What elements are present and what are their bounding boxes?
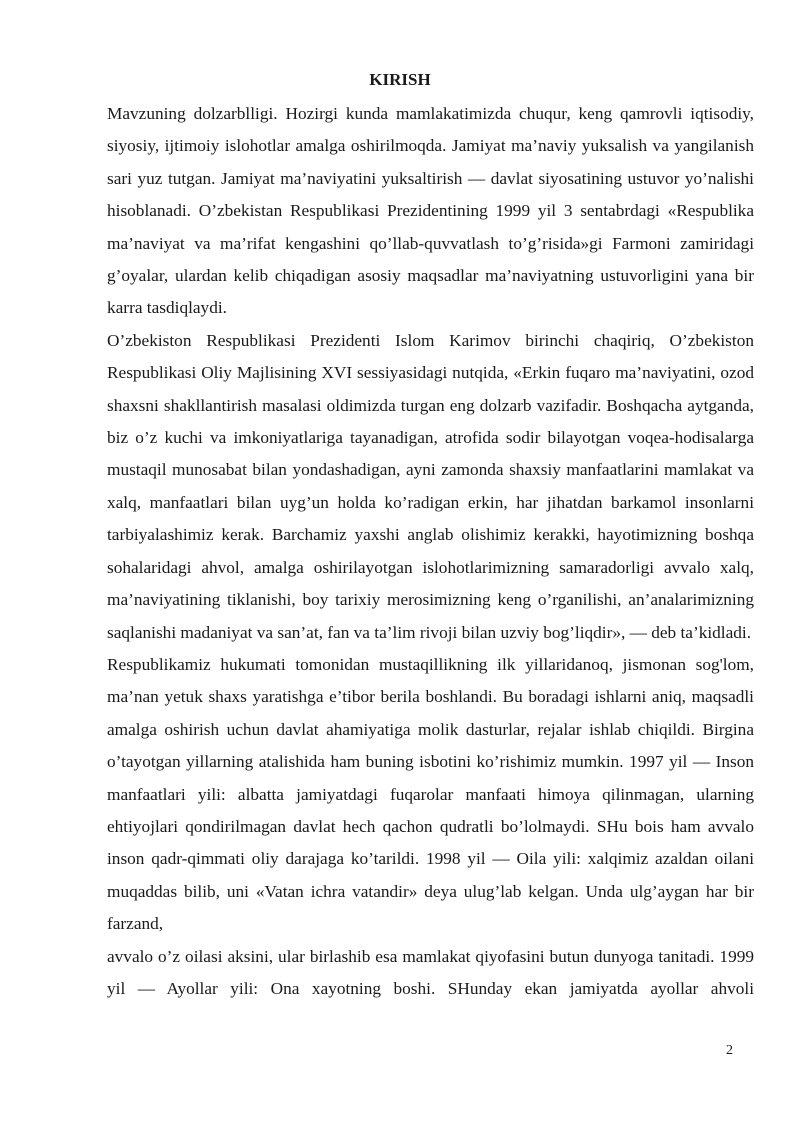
page-number: 2	[726, 1043, 733, 1058]
paragraph-president-speech: O’zbekiston Respublikasi Prezidenti Islom Karimov birinchi chaqiriq, O’zbekiston Respublikasi Oliy Majlisining XVI sessiyasidagi nutqida, «Erkin fuqaro ma’naviyatini, ozod shaxsni shakllantirish masalasi oldimizda turgan eng dolzarb vazifadir. Boshqacha aytganda, biz o’z kuchi va imkoniyatlariga tayanadigan, atrofida sodir bilayotgan voqea-hodisalarga mustaqil munosabat bilan yondashadigan, ayni zamonda shaxsiy manfaatlarini mamlakat va xalq, manfaatlari bilan uyg’un holda ko’radigan erkin, har jihatdan barkamol insonlarni tarbiyalashimiz kerak. Barchamiz yaxshi anglab olishimiz kerakki, hayotimizning boshqa sohalaridagi ahvol, amalga oshirilayotgan islohotlarimizning samaradorligi avvalo xalq, ma’naviyatining tiklanishi, boy tarixiy merosimizning keng o’rganilishi, an’analarimizning saqlanishi madaniyat va san’at, fan va ta’lim rivoji bilan uzviy bog’liqdir», — deb ta’kidladi.	[107, 330, 754, 642]
paragraph-relevance: Mavzuning dolzarblligi. Hozirgi kunda mamlakatimizda chuqur, keng qamrovli iqtisodiy, siyosiy, ijtimoiy islohotlar amalga oshirilmoqda. Jamiyat ma’naviy yuksalish va yangilanish sari yuz tutgan. Jamiyat ma’naviyatini yuksaltirish — davlat siyosatining ustuvor yo’nalishi hisoblanadi. O’zbekistan Respublikasi Prezidentining 1999 yil 3 sentabrdagi «Respublika ma’naviyat va ma’rifat kengashini qo’llab-quvvatlash to’g’risida»gi Farmoni zamiridagi g’oyalar, ulardan kelib chiqadigan asosiy maqsadlar ma’naviyatning ustuvorligini yana bir karra tasdiqlaydi.	[107, 104, 754, 318]
paragraph-government-programs: Respublikamiz hukumati tomonidan mustaqillikning ilk yillaridanoq, jismonan sog'lom, ma’nan yetuk shaxs yaratishga e’tibor berila boshlandi. Bu boradagi ishlarni aniq, maqsadli amalga oshirish uchun davlat ahamiyatiga molik dasturlar, rejalar ishlab chiqildi. Birgina o’tayotgan yillarning atalishida ham buning isbotini ko’rishimiz mumkin. 1997 yil — Inson manfaatlari yili: albatta jamiyatdagi fuqarolar manfaati himoya qilinmagan, ularning ehtiyojlari qondirilmagan davlat hech qachon qudratli bo’lolmaydi. SHu bois ham avvalo inson qadr-qimmati oliy darajaga ko’tarildi. 1998 yil — Oila yili: xalqimiz azaldan oilani muqaddas bilib, uni «Vatan ichra vatandir» deya ulug’lab kelgan. Unda ulg’aygan har bir farzand,	[107, 654, 754, 934]
section-heading: KIRISH	[369, 70, 431, 89]
paragraph-continuation: avvalo o’z oilasi aksini, ular birlashib esa mamlakat qiyofasini butun dunyoga tanitadi. 1999 yil — Ayollar yili: Ona xayotning boshi. SHunday ekan jamiyatda ayollar ahvoli	[107, 946, 754, 998]
body-text	[107, 98, 754, 1005]
